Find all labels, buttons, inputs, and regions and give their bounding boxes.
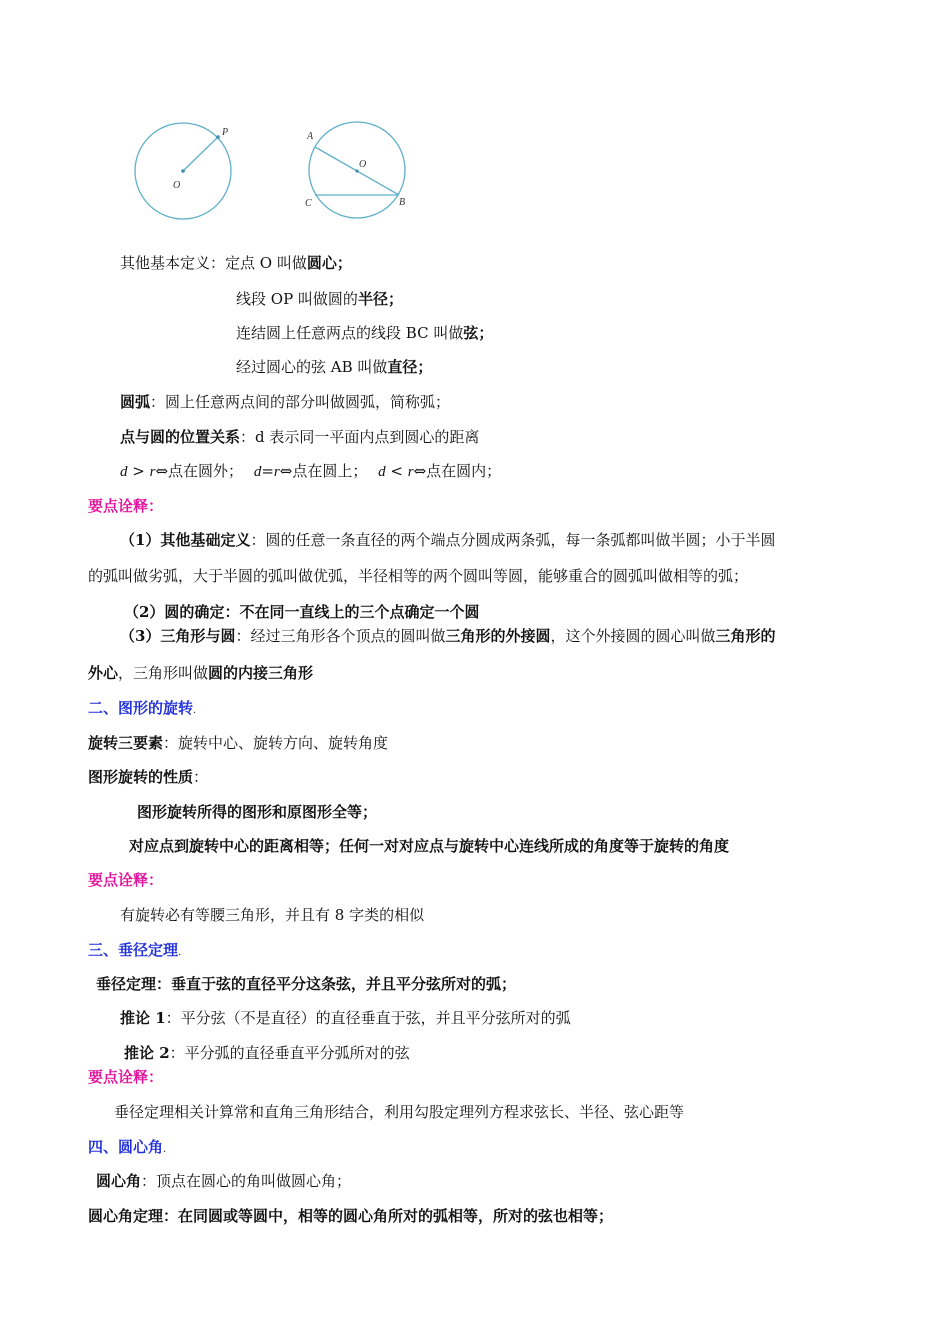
defs-intro: 其他基本定义： bbox=[120, 254, 226, 272]
rotation-prop-2: 对应点到旋转中心的距离相等；任何一对对应点与旋转中心连线所成的角度等于旋转的角度 bbox=[129, 837, 730, 855]
term-circumcenter: 外心 bbox=[88, 664, 119, 682]
label-c: C bbox=[305, 198, 312, 209]
rotation-elements bbox=[88, 732, 388, 754]
term-triangle: 三角形的 bbox=[715, 627, 776, 645]
figure-circle-chords bbox=[300, 115, 420, 227]
perpendicular-diameter-theorem: 垂径定理：垂直于弦的直径平分这条弦，并且平分弦所对的弧； bbox=[96, 975, 517, 993]
figure-circle-radius bbox=[128, 118, 248, 228]
arc-label: 圆弧 bbox=[120, 393, 151, 411]
note2-text: 有旋转必有等腰三角形，并且有 8 字类的相似 bbox=[120, 906, 425, 924]
def-radius-end: ； bbox=[387, 290, 403, 308]
position-text: ：d 表示同一平面内点到圆心的距离 bbox=[240, 428, 480, 446]
section-2-title-text: 二、图形的旋转 bbox=[88, 699, 194, 717]
central-angle-theorem-text: ：在同圆或等圆中，相等的圆心角所对的弧相等，所对的弦也相等； bbox=[163, 1207, 614, 1225]
def-diameter-term: 直径 bbox=[387, 358, 418, 376]
def-chord-end: ； bbox=[478, 324, 494, 342]
section-4-title bbox=[88, 1136, 166, 1161]
outside-text: 点在圆外； bbox=[168, 462, 244, 480]
def-chord-text: 连结圆上任意两点的线段 BC 叫做 bbox=[236, 324, 464, 342]
def-chord-term: 弦 bbox=[463, 324, 479, 342]
rotation-props-colon: ： bbox=[193, 768, 209, 786]
label-b: B bbox=[399, 197, 406, 208]
rotation-elements-label: 旋转三要素 bbox=[88, 734, 164, 752]
label-p: P bbox=[222, 127, 229, 138]
note1-p3-text: ：经过三角形各个顶点的圆叫做 bbox=[235, 627, 446, 645]
corollary-1 bbox=[120, 1007, 571, 1029]
note1-p1 bbox=[120, 529, 775, 551]
note-heading-1: 要点诠释： bbox=[88, 497, 164, 515]
corollary-2-text: ：平分弧的直径垂直平分弧所对的弦 bbox=[169, 1044, 410, 1062]
label-a: A bbox=[307, 131, 314, 142]
op-eq: = bbox=[261, 462, 274, 480]
central-angle-label: 圆心角 bbox=[96, 1172, 142, 1190]
central-angle-def bbox=[96, 1170, 351, 1192]
central-angle-theorem bbox=[88, 1205, 613, 1227]
note1-p3-text2: ，这个外接圆的圆心叫做 bbox=[550, 627, 716, 645]
iff-symbol: ⇔ bbox=[155, 462, 169, 480]
center-point bbox=[181, 169, 185, 173]
on-text: 点在圆上； bbox=[292, 462, 368, 480]
def-center-term: 圆心 bbox=[306, 254, 337, 272]
note-heading-2: 要点诠释： bbox=[88, 871, 164, 889]
var-r: r bbox=[149, 464, 156, 480]
var-d: d bbox=[378, 464, 386, 480]
section-4-title-text: 四、圆心角 bbox=[88, 1138, 164, 1156]
defs-line-3 bbox=[236, 322, 493, 344]
def-center-end: ； bbox=[336, 254, 352, 272]
rotation-prop-1: 图形旋转所得的图形和原图形全等； bbox=[137, 803, 378, 821]
note1-p1-text: ：圆的任意一条直径的两个端点分圆成两条弧，每一条弧都叫做半圆；小于半圆 bbox=[250, 531, 776, 549]
title-dot: . bbox=[193, 705, 197, 716]
rotation-elements-text: ：旋转中心、旋转方向、旋转角度 bbox=[163, 734, 389, 752]
defs-line-1 bbox=[120, 252, 352, 274]
central-angle-theorem-label: 圆心角定理 bbox=[88, 1207, 164, 1225]
label-o: O bbox=[173, 180, 181, 191]
rotation-props-heading bbox=[88, 766, 208, 788]
term-circumcircle: 三角形的外接圆 bbox=[445, 627, 551, 645]
var-r: r bbox=[273, 464, 280, 480]
position-label: 点与圆的位置关系 bbox=[120, 428, 241, 446]
note1-p3-line2-text: ，三角形叫做 bbox=[118, 664, 209, 682]
corollary-1-text: ：平分弦（不是直径）的直径垂直于弦，并且平分弦所对的弧 bbox=[165, 1009, 571, 1027]
corollary-1-label: 推论 1 bbox=[120, 1009, 166, 1027]
arc-definition bbox=[120, 391, 450, 413]
var-r: r bbox=[407, 464, 414, 480]
rotation-props-label: 图形旋转的性质 bbox=[88, 768, 194, 786]
term-inscribed-triangle: 圆的内接三角形 bbox=[208, 664, 314, 682]
section-3-title-text: 三、垂径定理 bbox=[88, 941, 179, 959]
note1-p1-label: （1）其他基础定义 bbox=[120, 531, 251, 549]
def-radius-term: 半径 bbox=[357, 290, 388, 308]
op-lt: < bbox=[385, 462, 408, 480]
defs-line-2 bbox=[236, 288, 403, 310]
arc-text: ：圆上任意两点间的部分叫做圆弧，简称弧； bbox=[150, 393, 451, 411]
note1-p2: （2）圆的确定：不在同一直线上的三个点确定一个圆 bbox=[124, 603, 480, 621]
defs-line-4 bbox=[236, 356, 432, 378]
corollary-2-label: 推论 2 bbox=[124, 1044, 170, 1062]
title-dot: . bbox=[178, 947, 182, 958]
point-p bbox=[216, 135, 220, 139]
var-d: d bbox=[253, 464, 262, 480]
note3-text: 垂径定理相关计算常和直角三角形结合，利用勾股定理列方程求弦长、半径、弦心距等 bbox=[114, 1103, 685, 1121]
corollary-2 bbox=[124, 1042, 410, 1064]
inside-text: 点在圆内； bbox=[426, 462, 502, 480]
def-center-text: 定点 O 叫做 bbox=[225, 254, 307, 272]
title-dot: . bbox=[163, 1144, 167, 1155]
op-gt: > bbox=[127, 462, 150, 480]
def-diameter-end: ； bbox=[417, 358, 433, 376]
position-relation bbox=[120, 426, 479, 448]
var-d: d bbox=[120, 464, 128, 480]
note1-p1-line2: 的弧叫做劣弧，大于半圆的弧叫做优弧，半径相等的两个圆叫等圆，能够重合的圆弧叫做相等的弧； bbox=[88, 567, 749, 585]
central-angle-text: ：顶点在圆心的角叫做圆心角； bbox=[141, 1172, 352, 1190]
note1-p3 bbox=[120, 625, 776, 647]
section-2-title bbox=[88, 697, 196, 722]
def-diameter-text: 经过圆心的弦 AB 叫做 bbox=[236, 358, 388, 376]
note-heading-3: 要点诠释： bbox=[88, 1068, 164, 1086]
position-formulas bbox=[120, 460, 501, 483]
iff-symbol: ⇔ bbox=[413, 462, 427, 480]
section-3-title bbox=[88, 939, 181, 964]
note1-p3-line2 bbox=[88, 662, 313, 684]
note1-p3-label: （3）三角形与圆 bbox=[120, 627, 236, 645]
def-radius-text: 线段 OP 叫做圆的 bbox=[236, 290, 358, 308]
label-o: O bbox=[359, 159, 367, 170]
iff-symbol: ⇔ bbox=[279, 462, 293, 480]
radius-op bbox=[183, 137, 218, 171]
